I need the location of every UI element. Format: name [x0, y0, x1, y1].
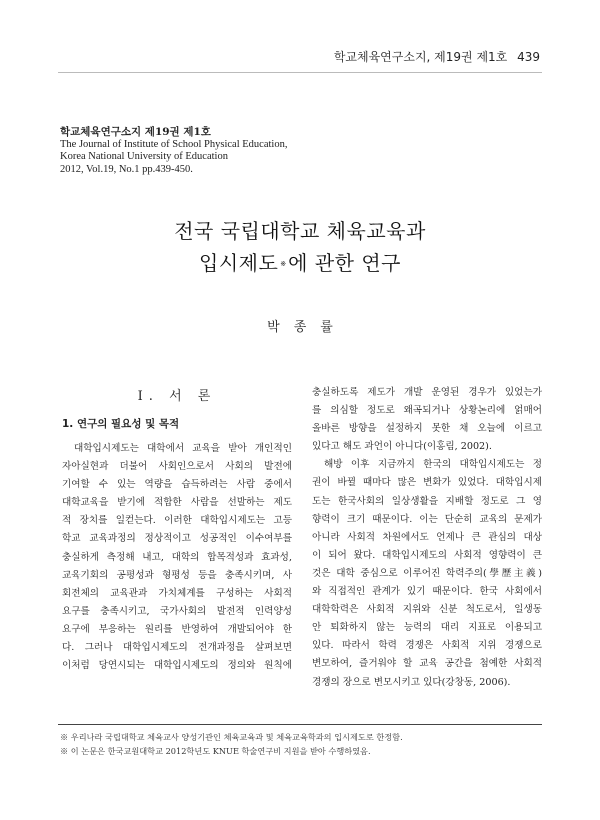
body-line: 를 의심할 정도로 왜곡되거나 상황논리에 얽매어 [312, 405, 542, 417]
body-line: 올바른 방향을 설정하지 못한 채 오늘에 이르고 [312, 423, 542, 435]
header-rule [58, 72, 542, 73]
body-line: 대학학력은 사회적 지위와 신분 척도로서, 일생동 [312, 604, 542, 616]
journal-meta [60, 126, 287, 176]
body-line: 적 장치를 일컫는다. 이러한 대학입시제도는 고등 [62, 515, 292, 527]
body-line: 경쟁의 장으로 변모시키고 있다(강창동, 2006). [312, 676, 511, 688]
title-line-1: 전국 국립대학교 체육교육과 [174, 219, 426, 243]
body-line: 있다고 해도 과언이 아니다(이홍림, 2002). [312, 441, 492, 453]
body-line: 대학교육을 받기에 적합한 사람을 선발하는 제도 [62, 497, 292, 509]
left-column [62, 388, 292, 675]
body-line: 기여할 수 있는 역량을 습득하려는 사람 중에서 [62, 479, 292, 491]
subsection-heading: 1. 연구의 필요성 및 목적 [62, 418, 180, 430]
footnotes [60, 730, 540, 758]
journal-running-title: 학교체육연구소지, 제19권 제1호 [333, 50, 508, 64]
journal-meta-citation: 2012, Vol.19, No.1 pp.439-450. [60, 163, 193, 175]
journal-meta-korean: 학교체육연구소지 제19권 제1호 [60, 126, 211, 138]
body-line: 이처럼 당연시되는 대학입시제도의 정의와 원칙에 [62, 660, 292, 672]
body-line: 도는 한국사회의 일상생활을 지배할 정도로 그 영 [312, 495, 542, 507]
body-line: 충실하도록 제도가 개발 운영된 경우가 있었는가 [312, 387, 542, 398]
body-line: 와 직접적인 관계가 있기 때문이다. 한국 사회에서 [312, 586, 542, 598]
page-number: 439 [517, 50, 540, 64]
body-paragraph [312, 456, 542, 691]
body-line: 있다. 따라서 학력 경쟁은 사회적 지위 경쟁으로 [312, 640, 542, 652]
body-line: 요구에 부응하는 원리를 반영하여 개발되어야 한 [62, 623, 292, 635]
body-line: 향력이 크기 때문이다. 이는 단순히 교육의 문제가 [312, 513, 542, 525]
title-line-2-main: 입시제도 [199, 251, 279, 275]
body-paragraph [62, 440, 292, 675]
body-line: 변모하여, 즐거워야 할 교육 공간을 첨예한 사회적 [312, 658, 542, 670]
body-line: 해방 이후 지금까지 한국의 대학입시제도는 정 [324, 459, 542, 471]
journal-meta-institution: Korea National University of Education [60, 151, 228, 162]
body-line: 아니라 사회적 차원에서도 언제나 큰 관심의 대상 [312, 531, 542, 543]
body-line: 것은 대학 중심으로 이루어진 학력주의(學歷主義) [312, 567, 542, 579]
body-line: 대학입시제도는 대학에서 교육을 받아 개인적인 [74, 443, 292, 454]
body-line: 안 퇴화하지 않는 능력의 대리 지표로 이용되고 [312, 622, 542, 634]
author-name: 박종률 [267, 320, 347, 335]
body-line: 회전체의 교육관과 가치체계를 구성하는 사회적 [62, 587, 292, 599]
body-line: 다. 그러나 대학입시제도의 전개과정을 살펴보면 [62, 642, 292, 654]
title-line-2 [0, 247, 600, 280]
footnote-rule [58, 724, 542, 725]
body-line: 자아실현과 더불어 사회인으로서 사회의 발전에 [62, 461, 292, 473]
body-line: 이 되어 왔다. 대학입시제도의 사회적 영향력이 큰 [312, 549, 542, 561]
footnote-2: ※ 이 논문은 한국교원대학교 2012학년도 KNUE 학술연구비 지원을 받아 수행하였음. [60, 746, 371, 756]
right-column [312, 384, 542, 692]
body-line: 학교 교육과정의 정상적이고 성공적인 이수여부를 [62, 533, 292, 545]
paper-title [0, 215, 600, 280]
title-line-2-rest: 에 관한 연구 [288, 251, 401, 275]
title-footnote-mark: ※ [280, 260, 287, 268]
section-heading: Ⅰ. 서 론 [137, 389, 217, 404]
body-line: 요구를 충족시키고, 국가사회의 발전적 인력양성 [62, 605, 292, 617]
body-line: 교육기회의 공평성과 형평성 등을 충족시키며, 사 [62, 569, 292, 581]
body-line: 충실하게 측정해 내고, 대학의 합목적성과 효과성, [62, 551, 292, 563]
running-head [334, 48, 540, 65]
body-paragraph [312, 384, 542, 456]
journal-meta-english: The Journal of Institute of School Physical Education, [60, 138, 288, 150]
body-line: 권이 바뀔 때마다 많은 변화가 있었다. 대학입시제 [312, 477, 542, 489]
footnote-1: ※ 우리나라 국립대학교 체육교사 양성기관인 체육교육과 및 체육교육학과의 입시제도로 한정함. [60, 732, 403, 742]
